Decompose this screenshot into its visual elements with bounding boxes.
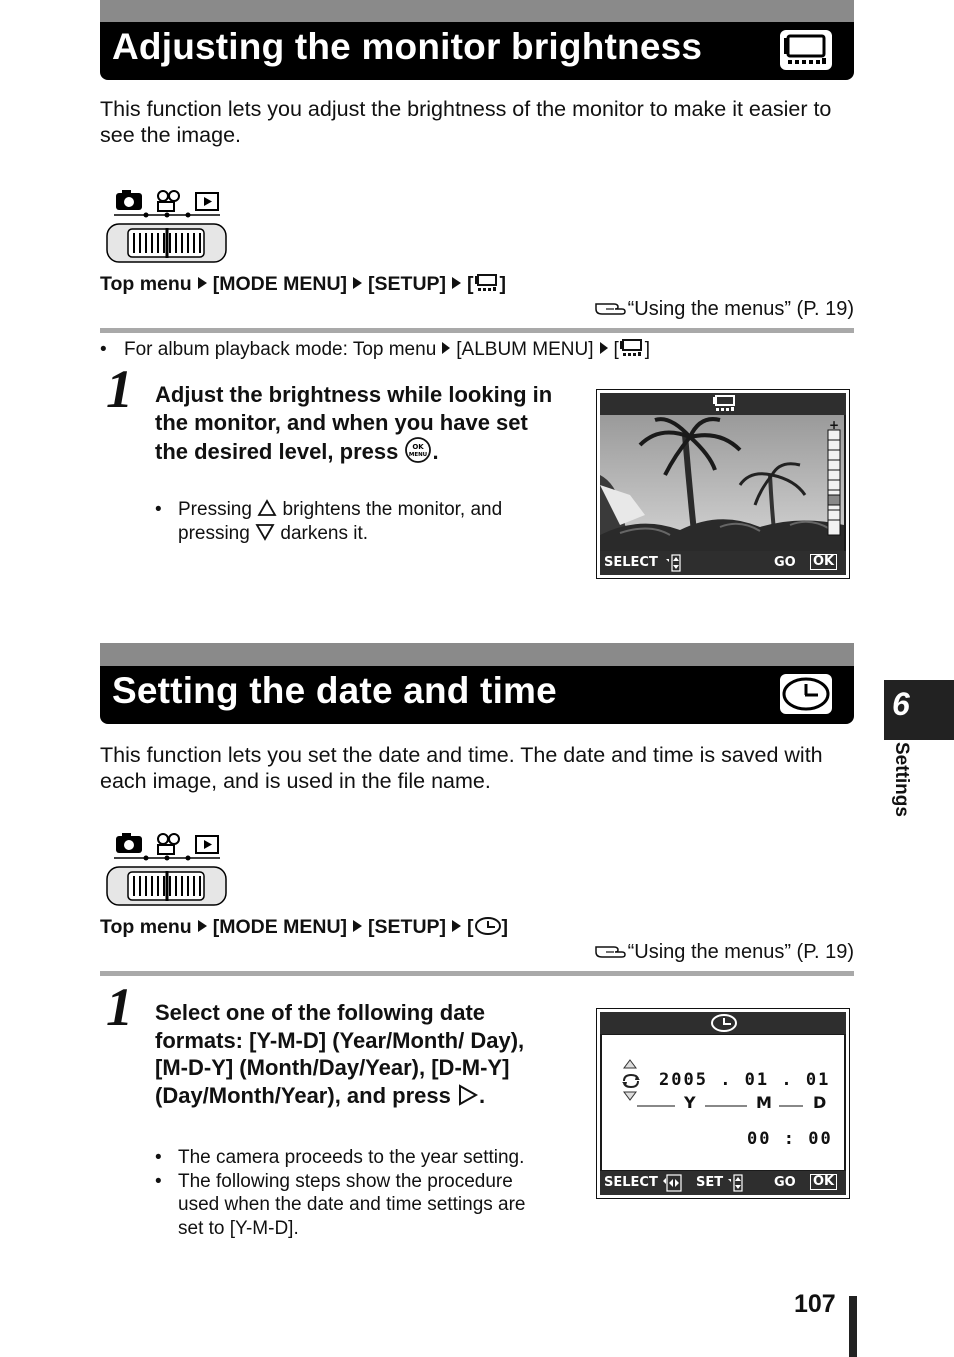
section-title-bar	[100, 22, 854, 80]
movie-icon	[158, 834, 179, 854]
section-title: Setting the date and time	[112, 670, 557, 711]
page-edge-bar	[849, 1296, 857, 1357]
menu-path-setup: [SETUP]	[368, 916, 447, 938]
cycle-icon	[621, 1073, 641, 1089]
header-band	[100, 643, 854, 667]
album-note: • For album playback mode: Top menu [ALBUM MENU] [ ]	[100, 339, 651, 360]
list-item: • The camera proceeds to the year setting.	[155, 1146, 545, 1170]
menu-path-setup: [SETUP]	[368, 273, 447, 295]
ok-menu-button-icon	[404, 436, 432, 464]
left-right-icon	[662, 1174, 682, 1192]
step-instruction: Adjust the brightness while looking in the monitor, and when you have set the desired level, press OK MENU .	[155, 382, 553, 464]
arrow-right-icon	[442, 342, 450, 354]
time-display: 00 : 00	[747, 1129, 833, 1149]
chapter-label: Settings	[891, 742, 912, 817]
chapter-tab	[884, 680, 954, 740]
step-bullets	[155, 1146, 545, 1240]
year-value: 2005	[659, 1070, 708, 1090]
up-down-icon	[664, 554, 682, 572]
screen-header	[600, 393, 846, 415]
monitor-brightness-icon	[474, 273, 500, 293]
monitor-brightness-icon	[780, 30, 832, 70]
year-format-label: Y	[684, 1093, 696, 1112]
step-number: 1	[106, 977, 133, 1037]
menu-path-mode: [MODE MENU]	[212, 916, 348, 938]
movie-icon	[158, 191, 179, 211]
list-item: • The following steps show the procedure used when the date and time settings are set to [Y-M-D].	[155, 1170, 545, 1241]
date-time-screen	[596, 1008, 850, 1199]
section-intro: This function lets you adjust the brightness of the monitor to make it easier to see the image.	[100, 97, 832, 147]
menu-path: Top menu [MODE MENU] [SETUP] [ ]	[100, 916, 509, 938]
up-arrow-icon	[623, 1059, 637, 1069]
select-label: SELECT	[604, 555, 658, 570]
playback-icon	[196, 193, 218, 210]
arrow-right-icon	[452, 277, 461, 289]
monitor-brightness-icon	[619, 338, 645, 358]
clock-icon	[710, 1013, 738, 1033]
svg-text:MENU: MENU	[409, 452, 428, 458]
up-down-icon	[726, 1174, 744, 1192]
divider	[100, 328, 854, 333]
mode-dial-graphic	[104, 188, 230, 268]
month-value: 01	[744, 1070, 770, 1090]
screen-photo	[600, 415, 844, 551]
ok-label: OK	[810, 1174, 837, 1190]
reference-link: “Using the menus” (P. 19)	[594, 298, 854, 321]
select-label: SELECT	[604, 1175, 658, 1190]
screen-footer	[600, 551, 846, 575]
camera-icon	[116, 833, 142, 853]
menu-path-mode: [MODE MENU]	[212, 273, 348, 295]
divider	[100, 971, 854, 976]
mode-dial-graphic	[104, 831, 230, 911]
step-number: 1	[106, 359, 133, 419]
ok-label: OK	[810, 554, 837, 570]
down-arrow-icon	[623, 1091, 637, 1101]
arrow-right-icon	[600, 342, 608, 354]
menu-path-top: Top menu	[100, 273, 192, 295]
pointing-hand-icon	[594, 298, 628, 318]
set-label: SET	[696, 1175, 724, 1190]
arrow-right-icon	[452, 920, 461, 932]
monitor-brightness-icon	[710, 394, 740, 414]
arrow-right-icon	[198, 277, 207, 289]
day-value: 01	[805, 1070, 831, 1090]
playback-icon	[196, 836, 218, 853]
page-title: Adjusting the monitor brightness	[112, 26, 703, 67]
go-label: GO	[774, 555, 796, 570]
down-arrow-icon	[255, 523, 275, 541]
step-bullets	[155, 498, 555, 545]
arrow-right-icon	[198, 920, 207, 932]
arrow-right-icon	[353, 277, 362, 289]
clock-icon	[780, 674, 832, 714]
month-format-label: M	[756, 1093, 772, 1112]
arrow-right-icon	[353, 920, 362, 932]
page-number: 107	[794, 1290, 836, 1318]
section-intro: This function lets you set the date and time. The date and time is saved with each image, and is used in the file name.	[100, 743, 823, 793]
menu-path-top: Top menu	[100, 916, 192, 938]
menu-path: Top menu [MODE MENU] [SETUP] [ ]	[100, 273, 507, 295]
date-display: 2005 . 01 . 01	[659, 1070, 831, 1090]
monitor-brightness-screen	[596, 389, 850, 579]
clock-icon	[474, 916, 502, 936]
pointing-hand-icon	[594, 941, 628, 961]
camera-icon	[116, 190, 142, 210]
right-arrow-icon	[457, 1084, 479, 1106]
header-band	[100, 0, 854, 24]
day-format-label: D	[813, 1093, 827, 1112]
go-label: GO	[774, 1175, 796, 1190]
reference-link: “Using the menus” (P. 19)	[594, 941, 854, 964]
section-title-bar	[100, 666, 854, 724]
minute-value: 00	[808, 1129, 833, 1149]
chapter-number: 6	[892, 686, 910, 722]
step-instruction: Select one of the following date formats: [Y-M-D] (Year/Month/ Day), [M-D-Y] (Month/Day/Year), [D-M-Y] (Day/Month/Year), and press .	[155, 1000, 525, 1108]
screen-footer	[600, 1171, 846, 1195]
date-format	[637, 1093, 837, 1115]
list-item: • Pressing brightens the monitor, and pressing darkens it.	[155, 498, 555, 545]
svg-text:OK: OK	[412, 443, 425, 451]
svg-text:+: +	[828, 418, 840, 432]
hour-value: 00	[747, 1129, 772, 1149]
up-arrow-icon	[257, 499, 277, 517]
screen-header	[600, 1012, 846, 1034]
